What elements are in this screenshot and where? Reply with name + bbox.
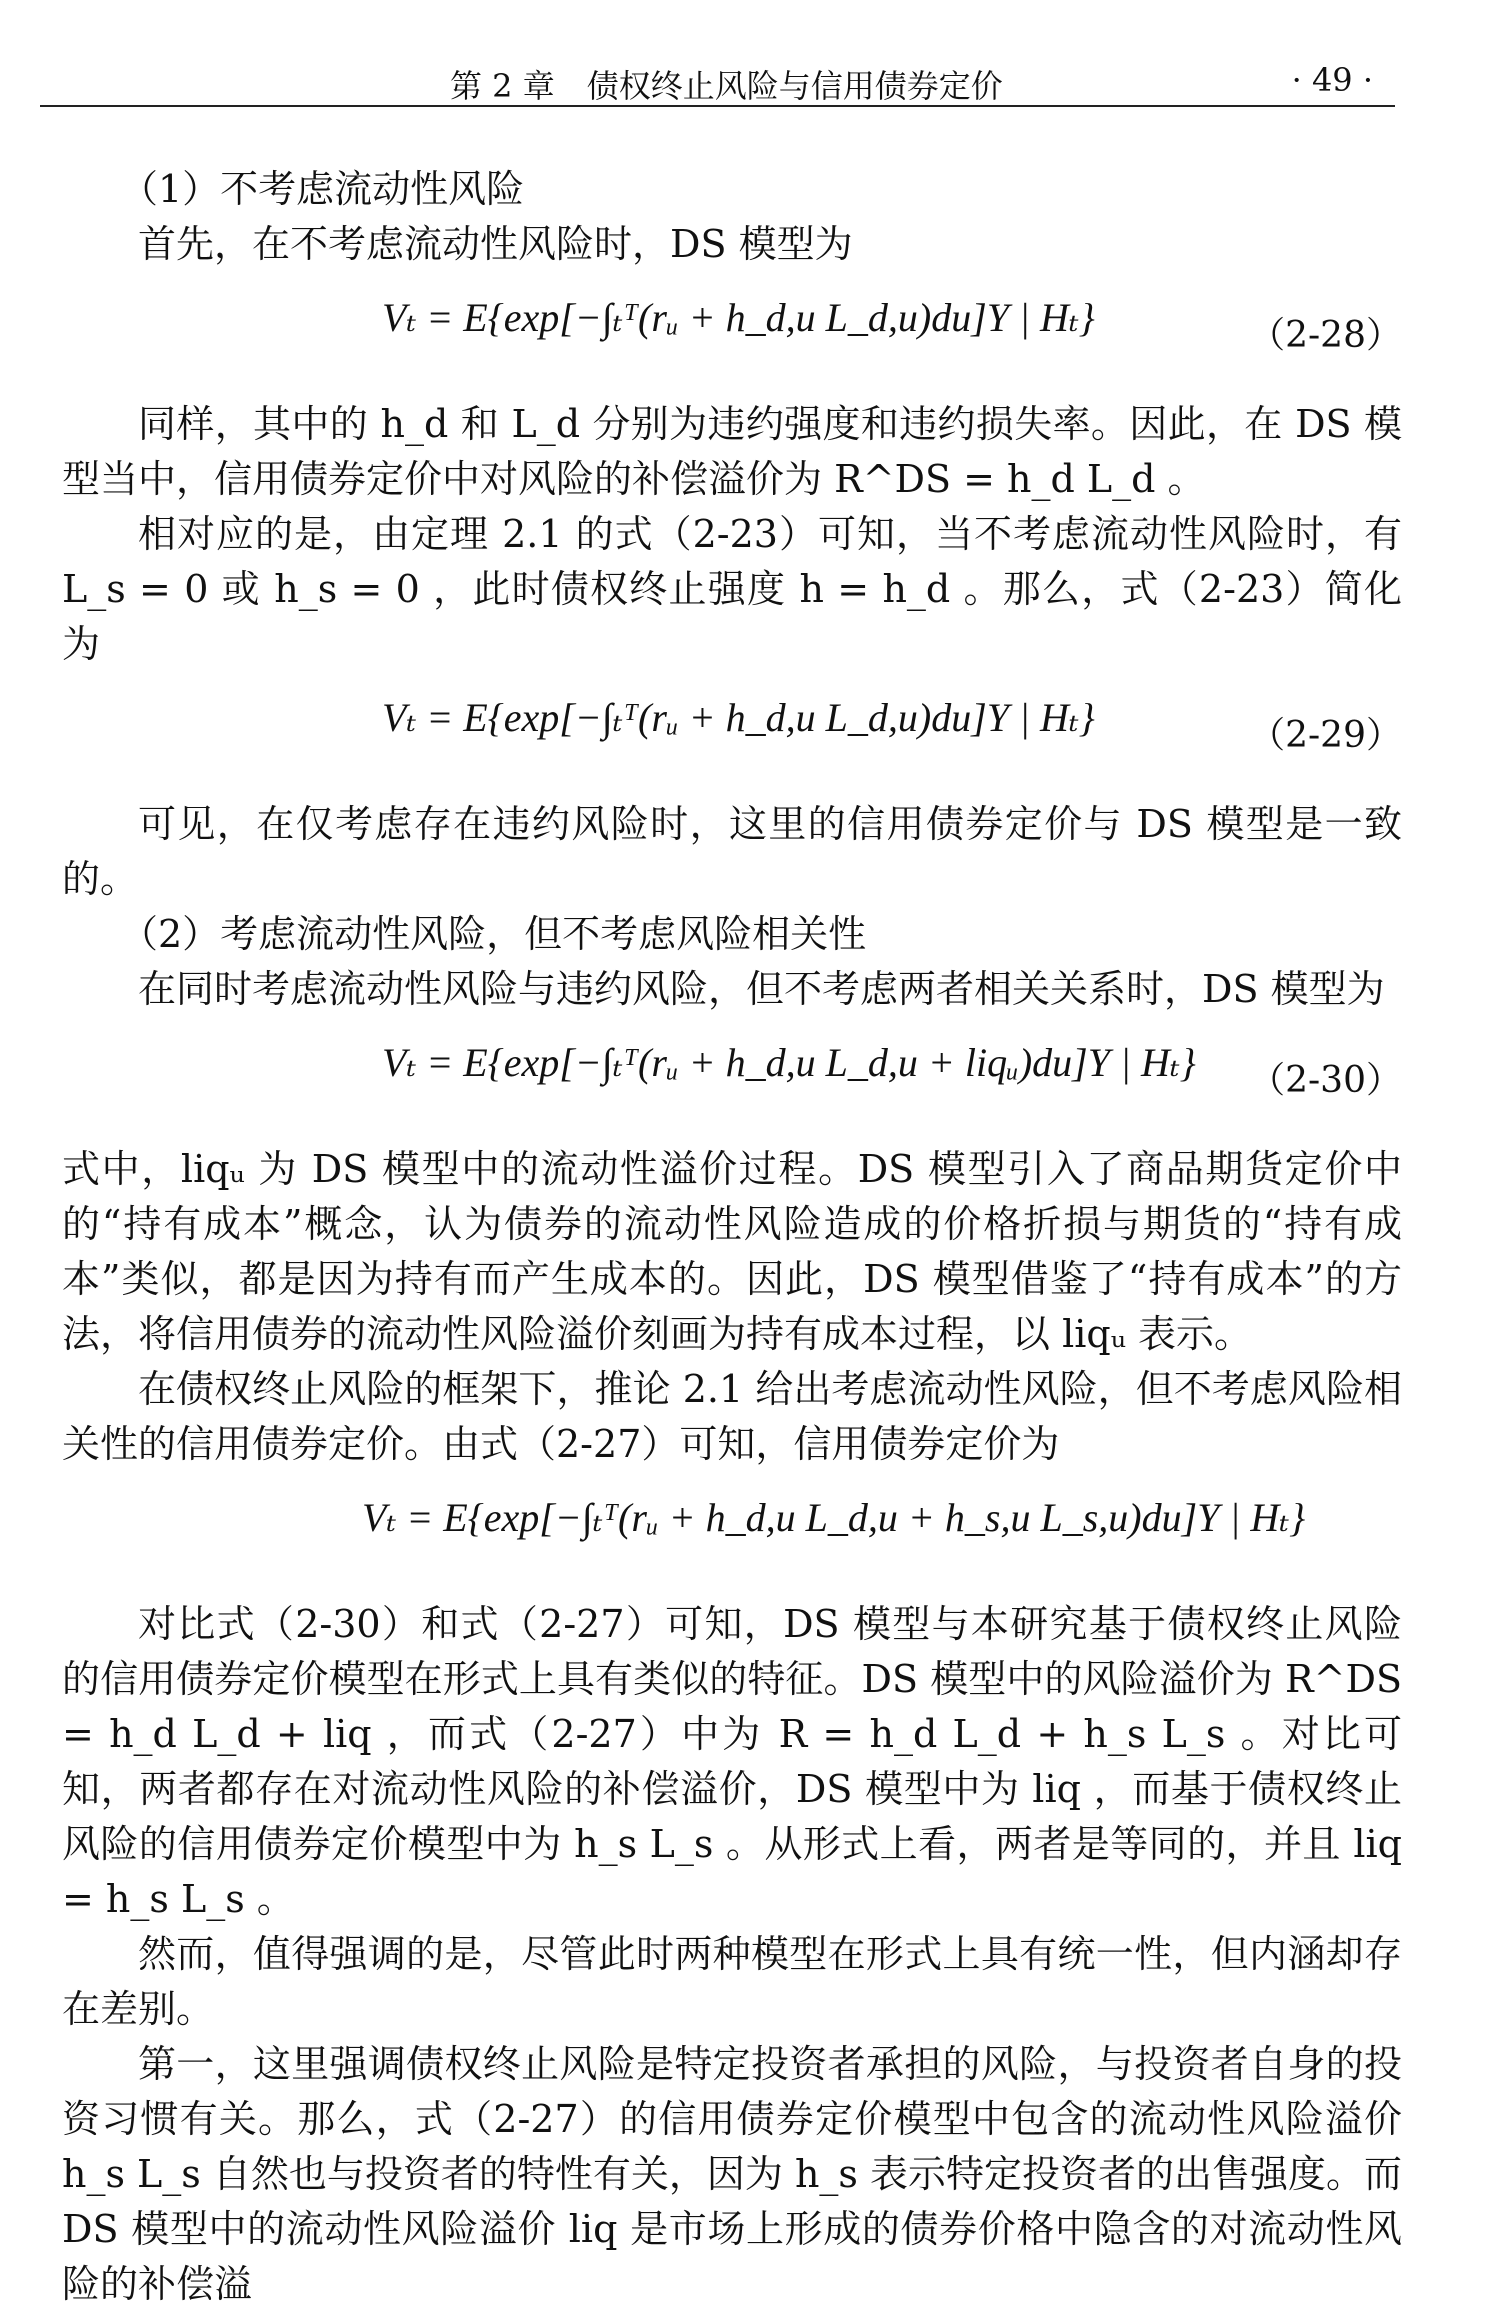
paragraph: 第一，这里强调债权终止风险是特定投资者承担的风险，与投资者自身的投资习惯有关。那么，式（2-27）的信用债券定价模型中包含的流动性风险溢价 h_s L_s 自然也与投资者的特性有关，因为 h_s 表示特定投资者的出售强度。而 DS 模型中的流动性风险溢价 liq 是市场上形成的债券价格中隐含的对流动性风险的补偿溢 (62, 2042, 1403, 2306)
paragraph: 同样，其中的 h_d 和 L_d 分别为违约强度和违约损失率。因此，在 DS 模型当中，信用债券定价中对风险的补偿溢价为 R^DS = h_d L_d 。 (62, 402, 1402, 501)
equation-number: （2-28） (1249, 315, 1402, 356)
paragraph: 首先，在不考虑流动性风险时，DS 模型为 (138, 222, 853, 266)
paragraph: 在债权终止风险的框架下，推论 2.1 给出考虑流动性风险，但不考虑风险相关性的信用债券定价。由式（2-27）可知，信用债券定价为 (62, 1367, 1402, 1466)
section-heading-2: （2）考虑流动性风险，但不考虑风险相关性 (120, 912, 867, 956)
chapter-title: 第 2 章 债权终止风险与信用债券定价 (450, 67, 1003, 105)
paragraph: 对比式（2-30）和式（2-27）可知，DS 模型与本研究基于债权终止风险的信用债券定价模型在形式上具有类似的特征。DS 模型中的风险溢价为 R^DS = h_d L_d + liq ，而式（2-27）中为 R = h_d L_d + h_s L_s 。对比可知，两者都存在对流动性风险的补偿溢价，DS 模型中为 liq ，而基于债权终止风险的信用债券定价模型中为 h_s L_s 。从形式上看，两者是等同的，并且 liq = h_s L_s 。 (62, 1602, 1402, 1921)
equation-body: Vₜ = E{exp[−∫ₜᵀ(rᵤ + h_d,u L_d,u)du]Y | Hₜ} (382, 295, 1095, 340)
paragraph: 式中，liqᵤ 为 DS 模型中的流动性溢价过程。DS 模型引入了商品期货定价中的“持有成本”概念，认为债券的流动性风险造成的价格折损与期货的“持有成本”类似，都是因为持有而产生成本的。因此，DS 模型借鉴了“持有成本”的方法，将信用债券的流动性风险溢价刻画为持有成本过程，以 liqᵤ 表示。 (62, 1147, 1402, 1356)
paragraph: 在同时考虑流动性风险与违约风险，但不考虑两者相关关系时，DS 模型为 (138, 967, 1385, 1011)
equation-2-28 (62, 272, 1402, 397)
equation-body: Vₜ = E{exp[−∫ₜᵀ(rᵤ + h_d,u L_d,u + h_s,u L_s,u)du]Y | Hₜ} (362, 1495, 1306, 1540)
equation-2-29 (62, 672, 1402, 797)
running-header (40, 55, 1395, 107)
page-number: · 49 · (1291, 61, 1373, 99)
section-heading-1: （1）不考虑流动性风险 (120, 167, 525, 211)
equation-body: Vₜ = E{exp[−∫ₜᵀ(rᵤ + h_d,u L_d,u)du]Y | Hₜ} (382, 695, 1095, 740)
equation-unnumbered (62, 1472, 1402, 1597)
equation-number: （2-29） (1249, 715, 1402, 756)
equation-number: （2-30） (1249, 1060, 1402, 1101)
paragraph: 相对应的是，由定理 2.1 的式（2-23）可知，当不考虑流动性风险时，有 L_s = 0 或 h_s = 0 ，此时债权终止强度 h = h_d 。那么，式（2-23）简化为 (62, 512, 1402, 666)
page-content (62, 162, 1402, 2312)
equation-body: Vₜ = E{exp[−∫ₜᵀ(rᵤ + h_d,u L_d,u + liqᵤ)du]Y | Hₜ} (382, 1040, 1196, 1085)
paragraph: 可见，在仅考虑存在违约风险时，这里的信用债券定价与 DS 模型是一致的。 (62, 802, 1402, 901)
paragraph: 然而，值得强调的是，尽管此时两种模型在形式上具有统一性，但内涵却存在差别。 (62, 1932, 1402, 2031)
equation-2-30 (62, 1017, 1402, 1142)
